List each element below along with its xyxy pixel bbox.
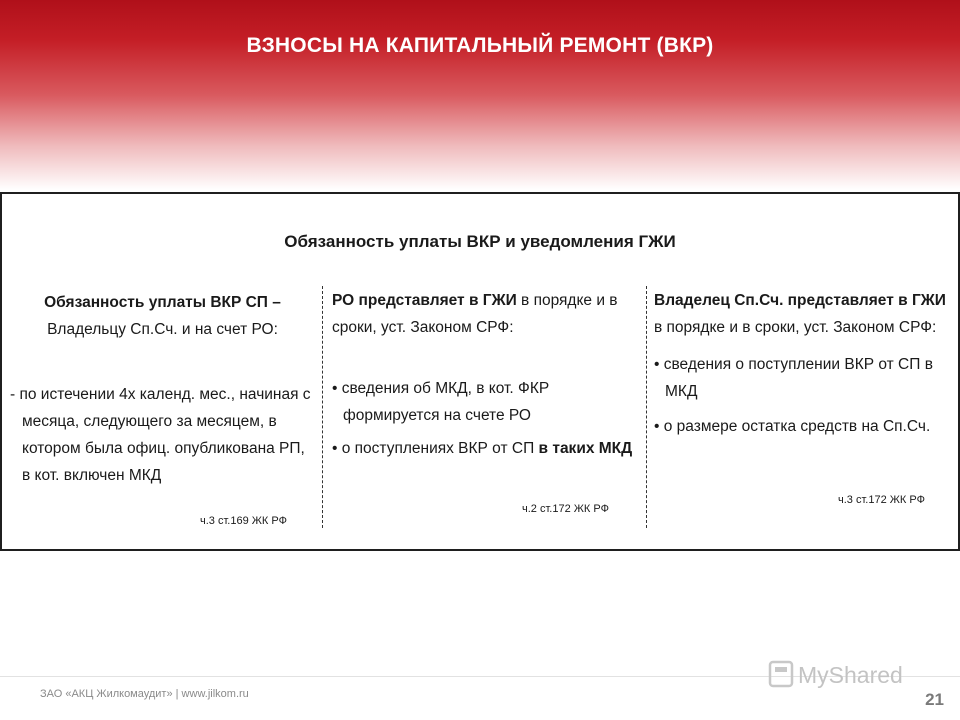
column-divider [646,286,647,528]
column-subheading: в порядке и в сроки, уст. Законом СРФ: [654,319,937,336]
list-item: • сведения об МКД, в кот. ФКР формируется на счете РО [332,380,550,424]
law-reference: ч.3 ст.169 ЖК РФ [200,515,287,527]
column-divider [322,286,323,528]
slide-title: ВЗНОСЫ НА КАПИТАЛЬНЫЙ РЕМОНТ (ВКР) [246,34,714,57]
page-number: 21 [925,690,944,709]
column-subheading: Владельцу Сп.Сч. и на счет РО: [47,321,278,338]
list-item: • о размере остатка средств на Сп.Сч. [654,418,931,435]
law-reference: ч.3 ст.172 ЖК РФ [838,494,925,506]
list-item-emphasis: в таких МКД [538,440,633,457]
column-heading: РО представляет в ГЖИ [332,292,517,309]
list-item: • сведения о поступлении ВКР от СП в МКД [654,356,933,400]
box-heading: Обязанность уплаты ВКР и уведомления ГЖИ [284,232,676,251]
list-item [332,435,637,462]
column-ro-reporting [332,287,637,462]
list-item-text: • о поступлениях ВКР от СП [332,440,539,457]
content-box [0,192,960,551]
column-heading: Обязанность уплаты ВКР СП – [44,294,281,311]
watermark-logo [768,656,928,692]
watermark-icon-detail [775,667,787,672]
list-item: - по истечении 4х календ. мес., начиная с месяца, следующего за месяцем, в котором была офиц. опубликована РП, в кот. включен МКД [10,386,311,484]
column-owner-reporting [654,287,952,440]
column-obligation [10,289,315,489]
law-reference: ч.2 ст.172 ЖК РФ [522,503,609,515]
watermark-text: MyShared [798,662,903,688]
column-subheading: в порядке и в сроки, уст. Законом СРФ: [332,292,618,336]
watermark-icon [770,662,792,686]
footer-company: ЗАО «АКЦ Жилкомаудит» | www.jilkom.ru [40,688,249,700]
header-banner [0,0,960,190]
column-heading: Владелец Сп.Сч. представляет в ГЖИ [654,292,946,309]
